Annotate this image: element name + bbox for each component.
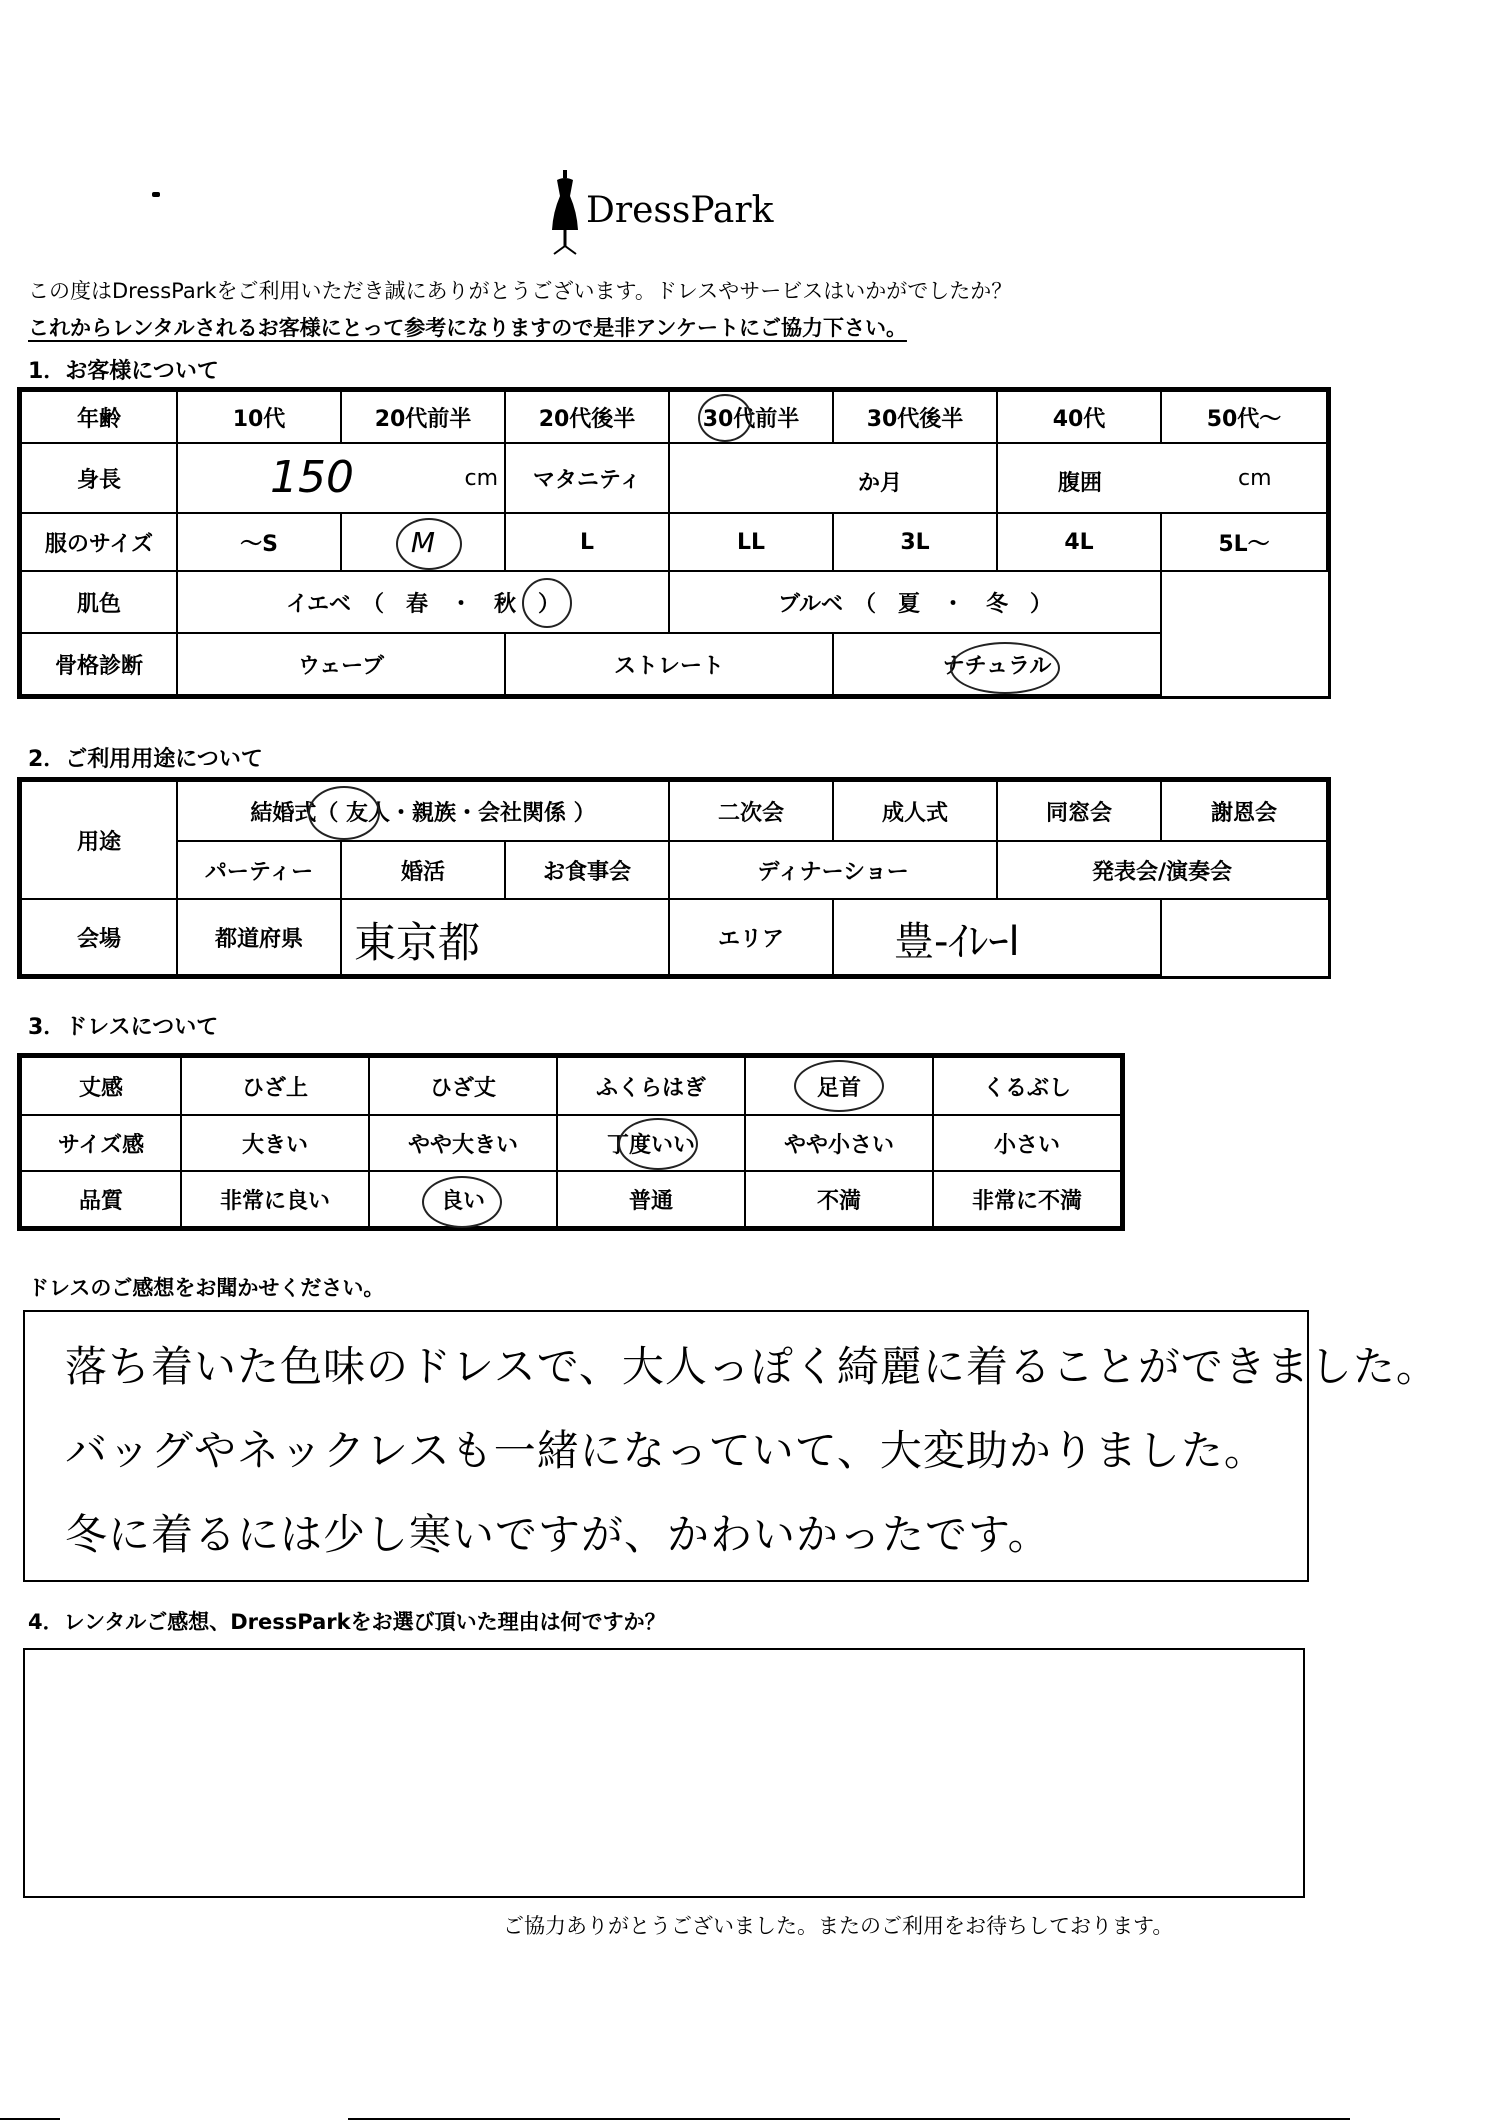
section-4-title: 4．レンタルご感想、DressParkをお選び頂いた理由は何ですか？ — [28, 1610, 666, 1634]
dress-option[interactable]: ふくらはぎ — [557, 1057, 745, 1115]
intro-line-2: これからレンタルされるお客様にとって参考になりますので是非アンケートにご協力下さい。 — [28, 316, 907, 340]
dress-option[interactable]: ひざ上 — [181, 1057, 369, 1115]
dress-table — [20, 1056, 1122, 1228]
section-3-title: 3．ドレスについて — [28, 1015, 219, 1040]
size-label: 服のサイズ — [21, 513, 177, 571]
frame-option[interactable]: ウェーブ — [177, 633, 505, 695]
purpose-option[interactable]: 謝恩会 — [1161, 781, 1327, 841]
waist-cell[interactable] — [997, 443, 1327, 513]
comment-line: 冬に着るには少し寒いですが、かわいかったです。 — [65, 1510, 1051, 1559]
dress-option[interactable]: 非常に良い — [181, 1171, 369, 1227]
dress-row-label: 品質 — [21, 1171, 181, 1227]
waist-unit: cm — [1238, 466, 1272, 491]
dress-option[interactable]: 非常に不満 — [933, 1171, 1121, 1227]
age-option[interactable]: 40代 — [997, 391, 1161, 443]
comment-box[interactable] — [23, 1310, 1439, 1582]
purpose-option[interactable]: お食事会 — [505, 841, 669, 899]
frame-label: 骨格診断 — [21, 633, 177, 695]
dress-row-label: サイズ感 — [21, 1115, 181, 1171]
wedding-label: 結婚式（ 友人・親族・会社関係 ） — [250, 800, 596, 826]
height-cell[interactable] — [177, 443, 505, 513]
dress-option-label: 丁度いい — [606, 1132, 695, 1158]
size-option[interactable]: 3L — [833, 513, 997, 571]
age-option[interactable]: 10代 — [177, 391, 341, 443]
purpose-option[interactable]: 同窓会 — [997, 781, 1161, 841]
scan-line — [0, 2118, 60, 2120]
frame-option-label: ナチュラル — [942, 653, 1052, 679]
venue-label: 会場 — [21, 899, 177, 975]
empty-cell — [1161, 899, 1327, 975]
skin-yellow-label: イエベ （ 春 ・ 秋 ） — [285, 591, 561, 617]
empty-cell — [1161, 571, 1327, 633]
purpose-label: 用途 — [21, 781, 177, 899]
dress-option[interactable]: やや小さい — [745, 1115, 933, 1171]
reason-box[interactable] — [23, 1648, 1305, 1898]
dress-row-label: 丈感 — [21, 1057, 181, 1115]
size-option-selected[interactable] — [341, 513, 505, 571]
thanks-message: ご協力ありがとうございました。またのご利用をお待ちしております。 — [503, 1914, 1174, 1938]
comment-line: 落ち着いた色味のドレスで、大人っぽく綺麗に着ることができました。 — [65, 1342, 1439, 1391]
skin-yellow-option[interactable] — [177, 571, 669, 633]
dress-option-selected[interactable] — [745, 1057, 933, 1115]
purpose-option[interactable]: ディナーショー — [669, 841, 997, 899]
age-option-selected[interactable] — [669, 391, 833, 443]
purpose-option[interactable]: 発表会/演奏会 — [997, 841, 1327, 899]
size-option[interactable]: 4L — [997, 513, 1161, 571]
intro-line-1: この度はDressParkをご利用いただき誠にありがとうございます。ドレスやサービスはいかがでしたか？ — [28, 279, 1013, 303]
waist-label: 腹囲 — [1058, 471, 1103, 496]
size-option[interactable]: ～S — [177, 513, 341, 571]
dress-option[interactable]: 普通 — [557, 1171, 745, 1227]
size-option[interactable]: 5L～ — [1161, 513, 1327, 571]
customer-table — [20, 390, 1328, 696]
height-unit: cm — [464, 466, 498, 491]
empty-cell — [1161, 633, 1327, 695]
skin-blue-option[interactable]: ブルベ （ 夏 ・ 冬 ） — [669, 571, 1161, 633]
dress-option[interactable]: やや大きい — [369, 1115, 557, 1171]
maternity-label: マタニティ — [505, 443, 669, 513]
purpose-table — [20, 780, 1328, 976]
height-value: 150 — [270, 452, 354, 503]
month-unit: か月 — [858, 471, 903, 496]
dress-option[interactable]: ひざ丈 — [369, 1057, 557, 1115]
age-option[interactable]: 30代後半 — [833, 391, 997, 443]
section-1-title: 1．お客様について — [28, 359, 219, 384]
comment-title: ドレスのご感想をお聞かせください。 — [28, 1276, 385, 1300]
age-option[interactable]: 20代後半 — [505, 391, 669, 443]
scan-line — [348, 2118, 1350, 2120]
dress-option-selected[interactable] — [369, 1171, 557, 1227]
dresspark-logo — [548, 168, 788, 258]
age-label: 年齢 — [21, 391, 177, 443]
dress-option[interactable]: 不満 — [745, 1171, 933, 1227]
area-value: 豊-ｲﾚｰl — [894, 919, 1020, 965]
height-label: 身長 — [21, 443, 177, 513]
dress-option[interactable]: 小さい — [933, 1115, 1121, 1171]
size-option-label: M — [410, 525, 436, 559]
dress-option-selected[interactable] — [557, 1115, 745, 1171]
area-label: エリア — [669, 899, 833, 975]
purpose-option[interactable]: 婚活 — [341, 841, 505, 899]
age-option[interactable]: 50代～ — [1161, 391, 1327, 443]
frame-option-selected[interactable] — [833, 633, 1161, 695]
purpose-option[interactable]: 二次会 — [669, 781, 833, 841]
section-2-title: 2．ご利用用途について — [28, 747, 263, 772]
dress-option-label: 足首 — [816, 1075, 861, 1101]
dress-form-icon — [548, 168, 582, 258]
purpose-option[interactable]: 成人式 — [833, 781, 997, 841]
area-value-cell[interactable] — [833, 899, 1161, 975]
skin-label: 肌色 — [21, 571, 177, 633]
prefecture-value: 東京都 — [354, 918, 481, 967]
logo-text: DressPark — [586, 190, 774, 231]
frame-option[interactable]: ストレート — [505, 633, 833, 695]
maternity-months-cell[interactable] — [669, 443, 997, 513]
age-option-label: 30代前半 — [702, 406, 800, 432]
size-option[interactable]: LL — [669, 513, 833, 571]
comment-line: バッグやネックレスも一緒になっていて、大変助かりました。 — [65, 1426, 1267, 1475]
dress-option-label: 良い — [440, 1188, 485, 1214]
wedding-option[interactable] — [177, 781, 669, 841]
size-option[interactable]: L — [505, 513, 669, 571]
prefecture-label: 都道府県 — [177, 899, 341, 975]
age-option[interactable]: 20代前半 — [341, 391, 505, 443]
scan-speck — [152, 192, 160, 197]
dress-option[interactable]: くるぶし — [933, 1057, 1121, 1115]
prefecture-value-cell[interactable] — [341, 899, 669, 975]
dress-option[interactable]: 大きい — [181, 1115, 369, 1171]
purpose-option[interactable]: パーティー — [177, 841, 341, 899]
